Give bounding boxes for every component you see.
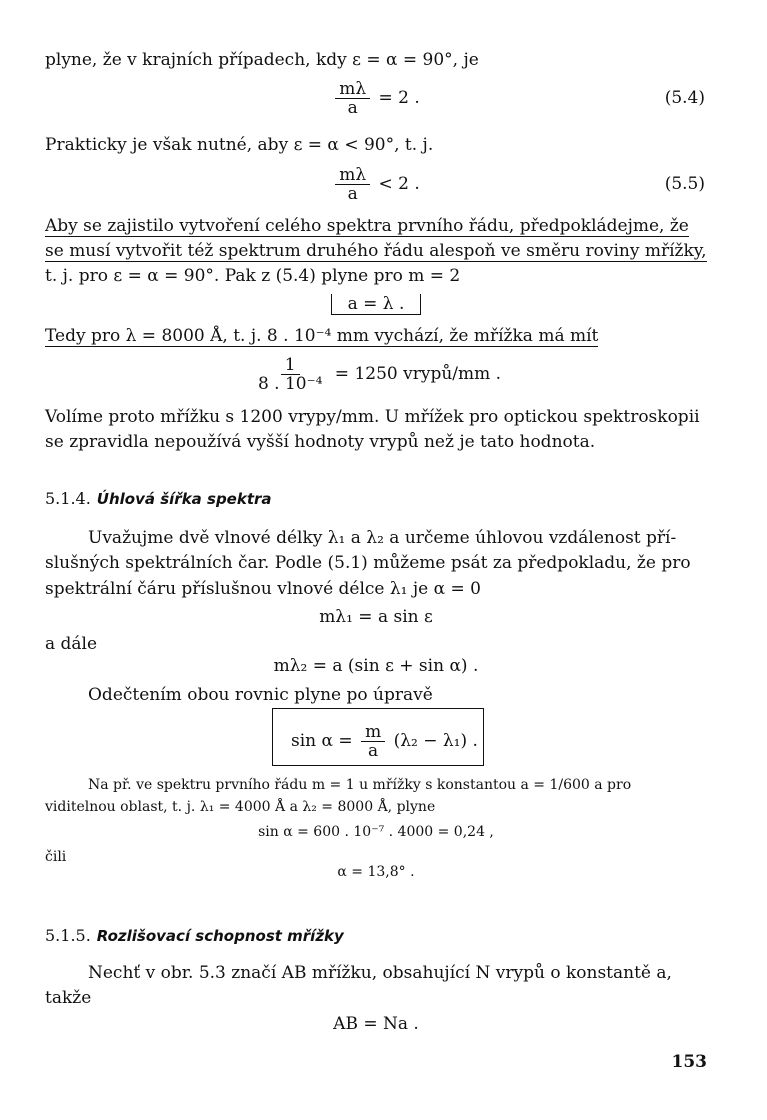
boxed-formula: sin α = $\frac{m}{a}$ (λ₂ − λ₁) . bbox=[272, 708, 484, 766]
text-line: Odečtením obou rovnic plyne po úpravě bbox=[88, 685, 433, 705]
equation-number: (5.4) bbox=[664, 88, 705, 108]
equation: mλ₂ = a (sin ε + sin α) . bbox=[273, 656, 479, 676]
equation-fraction: $\frac{1}{\text{8 . 10⁻⁴}}$ = 1250 vrypů/mm . bbox=[257, 355, 502, 394]
equation: AB = Na . bbox=[333, 1014, 419, 1034]
text-line: se zpravidla nepoužívá vyšší hodnoty vrypů než je tato hodnota. bbox=[45, 432, 596, 452]
text-line: Nechť v obr. 5.3 značí AB mřížku, obsahující N vrypů o konstantě a, bbox=[88, 963, 672, 983]
text-line: Tedy pro λ = 8000 Å, t. j. 8 . 10⁻⁴ mm vychází, že mřížka má mít bbox=[45, 326, 599, 346]
page-number: 153 bbox=[671, 1052, 707, 1072]
text-line: spektrální čáru příslušnou vlnové délce λ₁ je α = 0 bbox=[45, 579, 481, 599]
equation: mλ₁ = a sin ε bbox=[319, 607, 433, 627]
text-line: a dále bbox=[45, 634, 98, 654]
section-heading: 5.1.5. Rozlišovací schopnost mřížky bbox=[45, 926, 344, 945]
boxed-equation: a = λ . bbox=[45, 293, 707, 315]
text-line: Aby se zajistilo vytvoření celého spektra prvního řádu, předpokládejme, že bbox=[45, 216, 689, 236]
equation-5-4: $\frac{m\lambda}{a}$ = 2 . bbox=[45, 80, 707, 117]
equation-number: (5.5) bbox=[664, 174, 705, 194]
equation-5-5: $\frac{m\lambda}{a}$ < 2 . bbox=[45, 166, 707, 203]
text-line: Prakticky je však nutné, aby ε = α < 90°, t. j. bbox=[45, 135, 434, 155]
text-line: se musí vytvořit též spektrum druhého řádu alespoň ve směru roviny mřížky, bbox=[45, 241, 707, 261]
text-line: plyne, že v krajních případech, kdy ε = α = 90°, je bbox=[45, 50, 479, 70]
note-line: viditelnou oblast, t. j. λ₁ = 4000 Å a λ₂ = 8000 Å, plyne bbox=[45, 799, 436, 815]
section-heading: 5.1.4. Úhlová šířka spektra bbox=[45, 489, 272, 508]
text-line: slušných spektrálních čar. Podle (5.1) můžeme psát za předpokladu, že pro bbox=[45, 553, 691, 573]
text-line: Uvažujme dvě vlnové délky λ₁ a λ₂ a určeme úhlovou vzdálenost pří- bbox=[88, 528, 677, 548]
text-line: t. j. pro ε = α = 90°. Pak z (5.4) plyne pro m = 2 bbox=[45, 266, 461, 286]
text-line: takže bbox=[45, 988, 92, 1008]
note-equation: sin α = 600 . 10⁻⁷ . 4000 = 0,24 , bbox=[258, 824, 494, 840]
note-line: čili bbox=[45, 849, 67, 865]
note-line: Na př. ve spektru prvního řádu m = 1 u mřížky s konstantou a = 1/600 a pro bbox=[88, 777, 632, 793]
text-line: Volíme proto mřížku s 1200 vrypy/mm. U mřížek pro optickou spektroskopii bbox=[45, 407, 700, 427]
note-equation: α = 13,8° . bbox=[337, 864, 415, 880]
